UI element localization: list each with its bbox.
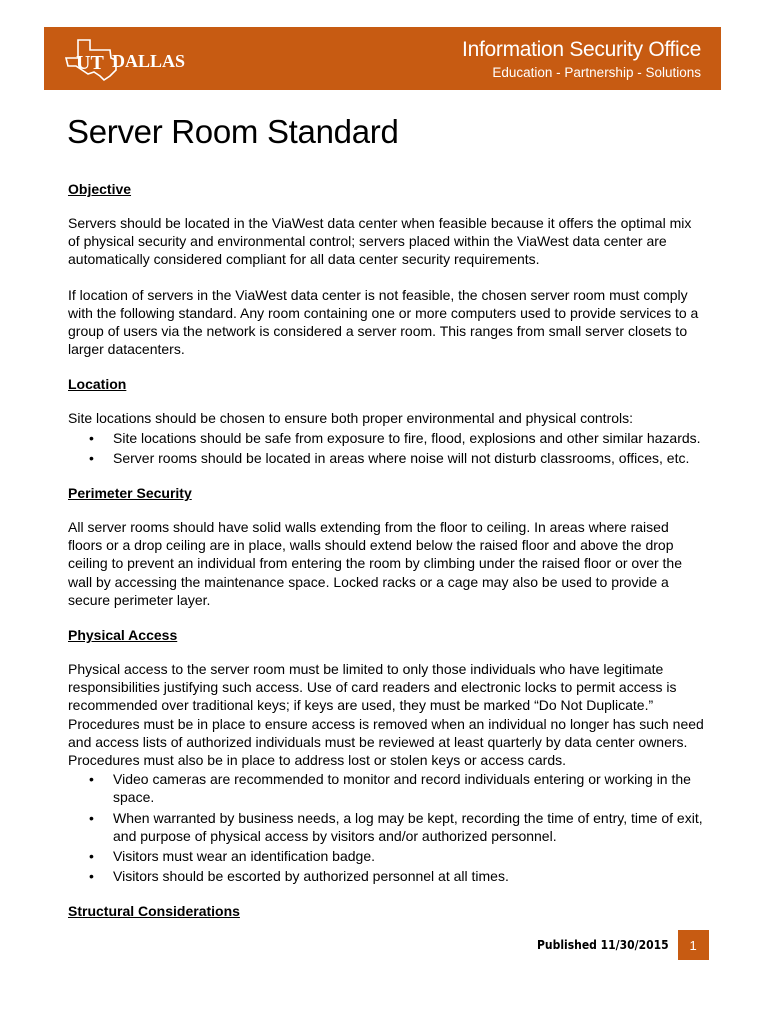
page-footer xyxy=(537,931,709,959)
texas-star-logo-icon xyxy=(64,36,204,82)
location-bullet-list xyxy=(68,429,706,467)
office-tagline: Education - Partnership - Solutions xyxy=(492,65,701,80)
perimeter-paragraph: All server rooms should have solid walls extending from the floor to ceiling. In areas where raised floors or a drop ceiling are in place, walls should extend below the raised floor and above the drop ceiling to prevent an individual from entering the room by climbing under the raised floor or over the wall by accessing the maintenance space. Locked racks or a cage may also be used to provide a secure perimeter layer. xyxy=(68,519,682,608)
utd-logo xyxy=(64,36,204,82)
list-item: • Video cameras are recommended to monitor and record individuals entering or working in the space. xyxy=(68,770,706,806)
section-heading-location: Location xyxy=(68,376,127,393)
physical-access-bullet-list xyxy=(68,770,706,885)
svg-text:DALLAS: DALLAS xyxy=(112,51,186,71)
list-item: • When warranted by business needs, a log may be kept, recording the time of entry, time of exit, and purpose of physical access by visitors and/or authorized personnel. xyxy=(68,809,706,845)
office-title: Information Security Office xyxy=(462,38,701,61)
header-banner xyxy=(44,27,721,90)
section-heading-structural: Structural Considerations xyxy=(68,903,240,920)
section-heading-perimeter: Perimeter Security xyxy=(68,485,192,502)
section-heading-objective: Objective xyxy=(68,181,132,197)
location-intro: Site locations should be chosen to ensure both proper environmental and physical controls: xyxy=(68,410,634,427)
list-item: • Visitors should be escorted by authorized personnel at all times. xyxy=(68,867,706,885)
list-item: • Visitors must wear an identification badge. xyxy=(68,847,706,865)
section-heading-physical-access: Physical Access xyxy=(68,627,178,644)
svg-text:UT: UT xyxy=(76,52,104,74)
office-block xyxy=(462,37,701,81)
document-body xyxy=(68,180,706,936)
objective-paragraph-2: If location of servers in the ViaWest data center is not feasible, the chosen server room must comply with the following standard. Any room containing one or more computers used to provide services to a group of users via the network is considered a server room. This ranges from small server closets to larger datacenters. xyxy=(68,286,699,358)
objective-paragraph-1: Servers should be located in the ViaWest data center when feasible because it offers the optimal mix of physical security and environmental control; servers placed within the ViaWest data center are automatically considered compliant for all data center security requirements. xyxy=(68,215,692,268)
list-item: • Site locations should be safe from exposure to fire, flood, explosions and other similar hazards. xyxy=(68,429,706,447)
published-date: Published 11/30/2015 xyxy=(537,938,669,952)
physical-access-paragraph: Physical access to the server room must be limited to only those individuals who have legitimate responsibilities justifying such access. Use of card readers and electronic locks to permit access is recommended over traditional keys; if keys are used, they must be marked “Do Not Duplicate.” Procedures must be in place to ensure access is removed when an individual no longer has such need and access lists of authorized individuals must be reviewed at least quarterly by data center owners. Procedures must also be in place to address lost or stolen keys or access cards. xyxy=(68,661,704,769)
page-title: Server Room Standard xyxy=(67,113,399,150)
page-number-badge: 1 xyxy=(678,930,709,960)
list-item: • Server rooms should be located in areas where noise will not disturb classrooms, offices, etc. xyxy=(68,449,706,467)
